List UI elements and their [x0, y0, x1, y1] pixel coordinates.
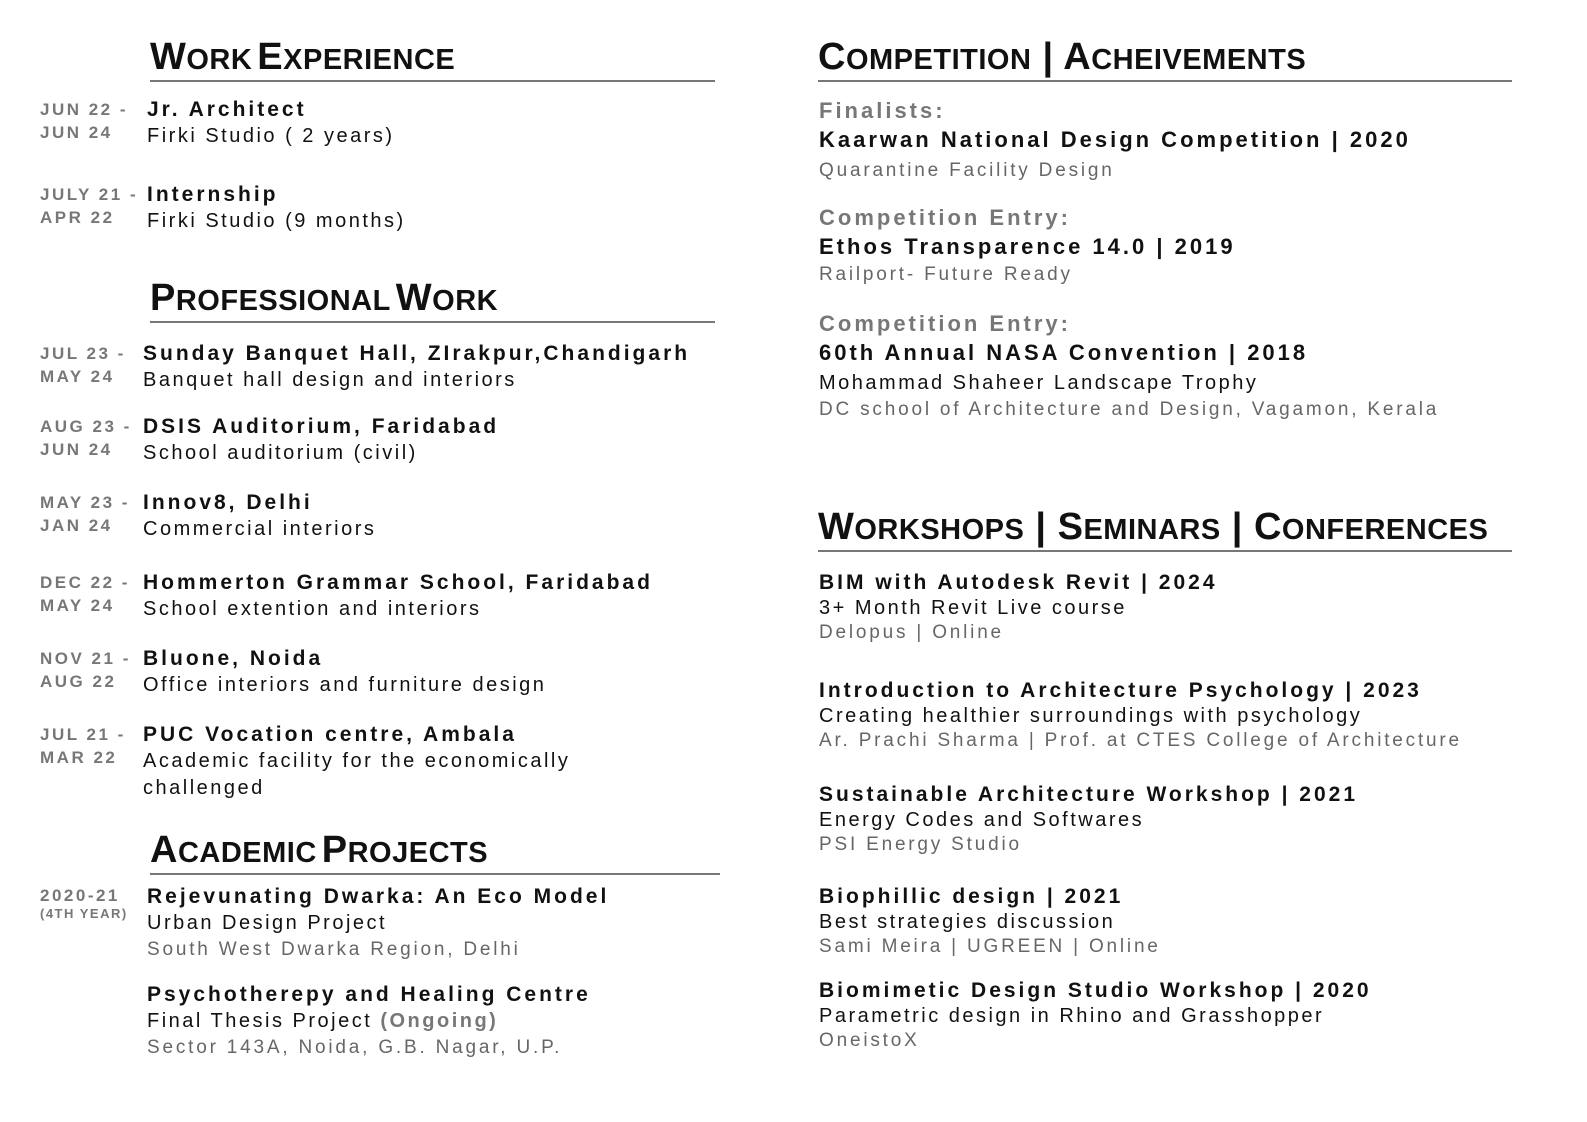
entry-label: Competition Entry:: [819, 311, 1071, 336]
heading-rest: ROFESSIONAL: [175, 285, 391, 317]
heading-rest: ORK: [432, 285, 499, 317]
entry-title: 60th Annual NASA Convention | 2018: [819, 340, 1309, 365]
entry-title: Sunday Banquet Hall, ZIrakpur,Chandigarh: [143, 342, 691, 365]
heading-rest: ORKSHOPS: [854, 514, 1025, 546]
year: 2020-21: [40, 886, 120, 905]
date-range: [40, 723, 126, 769]
entry-description-continued: challenged: [143, 777, 265, 799]
status-badge: (Ongoing): [380, 1010, 499, 1032]
heading-rest: XPERIENCE: [283, 44, 456, 76]
heading-separator: |: [1031, 36, 1064, 78]
entry-title: Internship: [147, 183, 279, 206]
entry-description: [147, 1008, 591, 1035]
date-start: JUN 22 -: [40, 100, 129, 119]
entry-description: School extention and interiors: [143, 598, 482, 620]
heading-initial: W: [818, 506, 855, 548]
entry-title: Kaarwan National Design Competition | 2020: [819, 127, 1411, 152]
entry-description: 3+ Month Revit Live course: [819, 597, 1127, 619]
entry-title: Hommerton Grammar School, Faridabad: [143, 571, 653, 594]
entry-description: Firki Studio ( 2 years): [147, 125, 395, 147]
heading-rest: ORK: [186, 44, 253, 76]
date-end: JUN 24: [40, 123, 113, 142]
entry-description: Office interiors and furniture design: [143, 674, 547, 696]
project-entry: [143, 645, 546, 699]
entry-title: Introduction to Architecture Psychology | 2023: [819, 679, 1422, 702]
entry-title: Bluone, Noida: [143, 647, 324, 670]
date-start: JUL 21 -: [40, 725, 126, 744]
workshop-entry: [819, 883, 1161, 959]
heading-initial: C: [818, 36, 846, 78]
competition-entry: [819, 97, 1411, 184]
workshop-entry: [819, 677, 1462, 753]
heading-separator: |: [1024, 506, 1058, 548]
academic-entry: [147, 883, 609, 963]
competition-heading: [818, 38, 1512, 82]
date-range: [40, 183, 138, 229]
date-end: JAN 24: [40, 516, 113, 535]
heading-initial: A: [150, 829, 178, 871]
entry-location: DC school of Architecture and Design, Vagamon, Kerala: [819, 399, 1440, 420]
date-end: MAY 24: [40, 596, 115, 615]
competition-entry: [819, 310, 1439, 423]
entry-organizer: OneistoX: [819, 1030, 920, 1051]
heading-initial: P: [321, 829, 348, 871]
entry-title: Innov8, Delhi: [143, 491, 313, 514]
heading-initial: P: [150, 277, 176, 319]
heading-rest: EMINARS: [1083, 514, 1221, 546]
date-range: [40, 98, 128, 144]
entry-title: Jr. Architect: [147, 98, 307, 121]
work-entry: [147, 181, 406, 235]
entry-description: Commercial interiors: [143, 518, 377, 540]
work-entry: [147, 96, 395, 150]
date-range: [40, 491, 130, 537]
date-range: [40, 415, 132, 461]
year-note: (4TH YEAR): [40, 906, 128, 921]
entry-description: Creating healthier surroundings with psychology: [819, 705, 1363, 727]
entry-organizer: Sami Meira | UGREEN | Online: [819, 936, 1161, 957]
date-end: AUG 22: [40, 672, 117, 691]
entry-title: PUC Vocation centre, Ambala: [143, 723, 517, 746]
project-entry: [143, 569, 653, 623]
entry-title: BIM with Autodesk Revit | 2024: [819, 571, 1218, 594]
entry-organizer: Ar. Prachi Sharma | Prof. at CTES College of Architecture: [819, 730, 1462, 751]
entry-description: Banquet hall design and interiors: [143, 369, 517, 391]
heading-rest: ROJECTS: [347, 837, 489, 869]
entry-description: Railport- Future Ready: [819, 264, 1073, 285]
entry-description: Quarantine Facility Design: [819, 160, 1115, 181]
entry-description: Best strategies discussion: [819, 911, 1116, 933]
entry-label: Competition Entry:: [819, 205, 1071, 230]
entry-title: Sustainable Architecture Workshop | 2021: [819, 783, 1359, 806]
date-start: MAY 23 -: [40, 493, 130, 512]
entry-title: Biomimetic Design Studio Workshop | 2020: [819, 979, 1372, 1002]
entry-label: Finalists:: [819, 98, 946, 123]
project-entry: [143, 721, 570, 802]
entry-description: Academic facility for the economically: [143, 750, 571, 772]
entry-description: School auditorium (civil): [143, 442, 418, 464]
heading-rest: ONFERENCES: [1281, 514, 1489, 546]
heading-rest: CADEMIC: [177, 837, 317, 869]
heading-rest: CHEIVEMENTS: [1091, 44, 1307, 76]
entry-title: Psychotherepy and Healing Centre: [147, 983, 591, 1006]
competition-entry: [819, 204, 1236, 288]
heading-separator: |: [1220, 506, 1254, 548]
academic-year: [40, 884, 128, 921]
professional-work-heading: [150, 279, 715, 323]
entry-description: Energy Codes and Softwares: [819, 809, 1145, 831]
date-start: JUL 23 -: [40, 344, 126, 363]
heading-initial: A: [1063, 36, 1092, 78]
work-experience-heading: [150, 38, 715, 82]
date-start: JULY 21 -: [40, 185, 139, 204]
date-start: DEC 22 -: [40, 573, 130, 592]
workshops-heading: [818, 508, 1512, 552]
project-entry: [143, 489, 376, 543]
entry-location: South West Dwarka Region, Delhi: [147, 939, 521, 960]
academic-entry: [147, 981, 591, 1061]
workshop-entry: [819, 977, 1372, 1053]
date-end: MAY 24: [40, 367, 115, 386]
entry-title: Biophillic design | 2021: [819, 885, 1124, 908]
project-entry: [143, 340, 690, 394]
entry-description: Parametric design in Rhino and Grasshopper: [819, 1005, 1325, 1027]
date-range: [40, 342, 126, 388]
date-range: [40, 647, 131, 693]
entry-description: Urban Design Project: [147, 912, 388, 934]
entry-title: Ethos Transparence 14.0 | 2019: [819, 234, 1236, 259]
entry-organizer: Delopus | Online: [819, 622, 1004, 643]
date-end: MAR 22: [40, 748, 118, 767]
entry-location: Sector 143A, Noida, G.B. Nagar, U.P.: [147, 1037, 563, 1058]
workshop-entry: [819, 569, 1218, 645]
date-end: JUN 24: [40, 440, 113, 459]
workshop-entry: [819, 781, 1358, 857]
entry-organizer: PSI Energy Studio: [819, 834, 1022, 855]
date-start: NOV 21 -: [40, 649, 131, 668]
entry-title: DSIS Auditorium, Faridabad: [143, 415, 500, 438]
entry-title: Rejevunating Dwarka: An Eco Model: [147, 885, 610, 908]
date-end: APR 22: [40, 208, 115, 227]
heading-initial: E: [257, 36, 284, 78]
date-start: AUG 23 -: [40, 417, 132, 436]
heading-initial: S: [1057, 506, 1084, 548]
heading-initial: W: [150, 36, 187, 78]
heading-initial: W: [395, 277, 433, 319]
heading-rest: OMPETITION: [845, 44, 1032, 76]
entry-description-text: Final Thesis Project: [147, 1010, 373, 1032]
academic-projects-heading: [150, 831, 720, 875]
entry-description: Mohammad Shaheer Landscape Trophy: [819, 372, 1259, 394]
heading-initial: C: [1253, 506, 1282, 548]
date-range: [40, 571, 130, 617]
project-entry: [143, 413, 499, 467]
entry-description: Firki Studio (9 months): [147, 210, 406, 232]
